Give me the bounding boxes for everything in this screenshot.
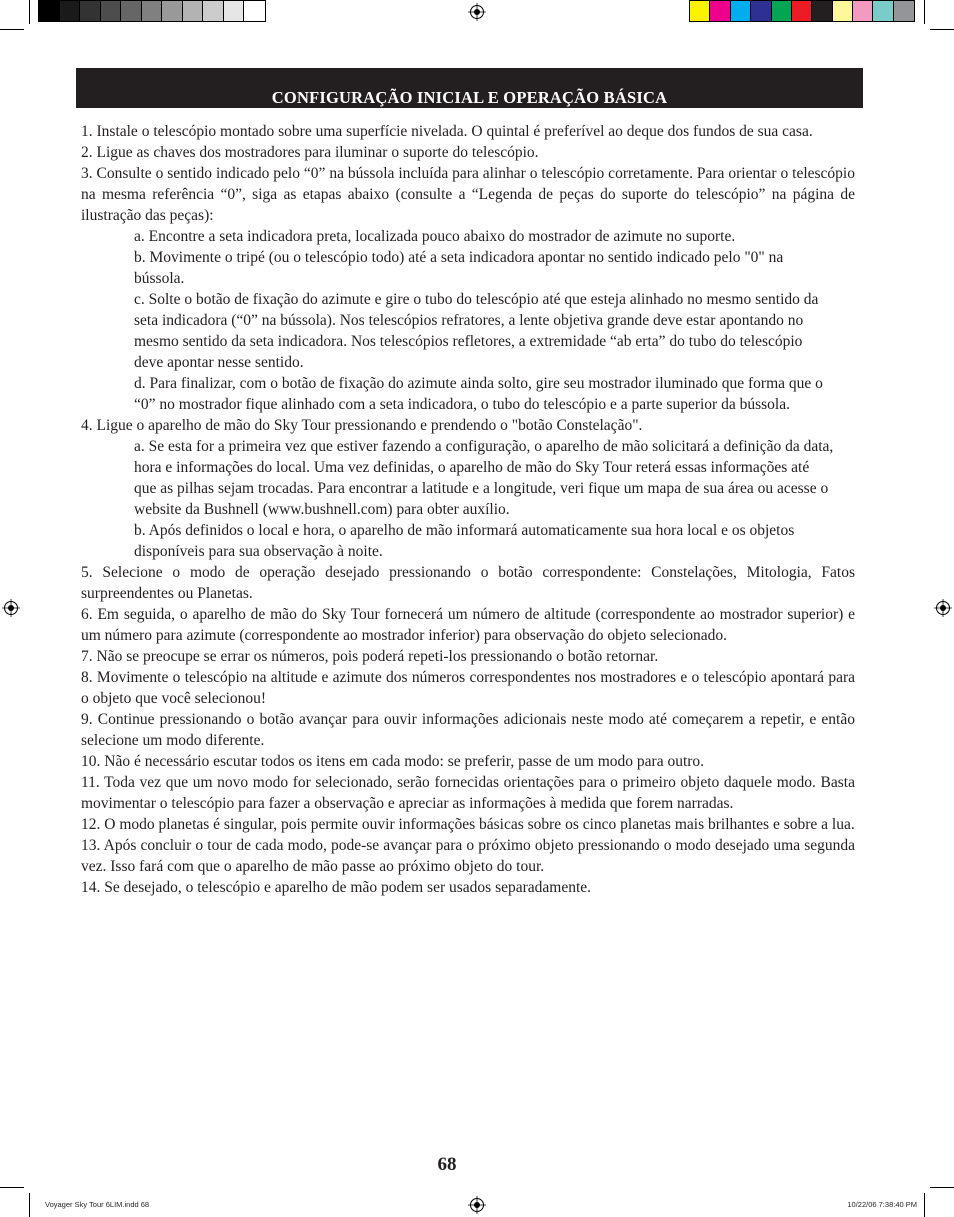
instruction-list (81, 121, 855, 898)
sub-step-item: a. Encontre a seta indicadora preta, localizada pouco abaixo do mostrador de azimute no suporte. (134, 228, 736, 245)
color-swatch (162, 1, 183, 21)
crop-mark (930, 1187, 954, 1188)
color-swatch (853, 1, 873, 21)
color-swatch (873, 1, 893, 21)
color-swatch (244, 1, 265, 21)
step-item: 1. Instale o telescópio montado sobre uma superfície nivelada. O quintal é preferível ao deque dos fundos de sua casa. (81, 123, 813, 140)
step-item: 8. Movimente o telescópio na altitude e azimute dos números correspondentes nos mostradores e o telescópio apontará para o objeto que você selecionou! (81, 669, 855, 707)
crop-mark (924, 0, 925, 24)
registration-mark-icon (468, 3, 486, 21)
color-bar (689, 0, 915, 22)
grayscale-bar (38, 0, 266, 22)
step-item: 14. Se desejado, o telescópio e aparelho de mão podem ser usados separadamente. (81, 879, 592, 896)
color-swatch (894, 1, 914, 21)
crop-mark (924, 1193, 925, 1217)
step-item: 9. Continue pressionando o botão avançar para ouvir informações adicionais neste modo até começarem a repetir, e então selecione um modo diferente. (81, 711, 855, 749)
color-swatch (101, 1, 122, 21)
crop-mark (930, 29, 954, 30)
color-swatch (142, 1, 163, 21)
color-swatch (792, 1, 812, 21)
section-title: CONFIGURAÇÃO INICIAL E OPERAÇÃO BÁSICA (271, 88, 668, 107)
color-swatch (751, 1, 771, 21)
registration-mark-icon (934, 599, 952, 617)
sub-step-item: b. Movimente o tripé (ou o telescópio todo) até a seta indicadora apontar no sentido indicado pelo "0" na bússola. (134, 249, 784, 287)
crop-mark (29, 0, 30, 24)
color-swatch (812, 1, 832, 21)
color-swatch (833, 1, 853, 21)
color-swatch (772, 1, 792, 21)
step-item: 13. Após concluir o tour de cada modo, pode-se avançar para o próximo objeto pressionando o modo desejado uma segunda vez. Isso fará com que o aparelho de mão passe ao próximo objeto do tour. (81, 837, 855, 875)
color-swatch (690, 1, 710, 21)
crop-mark (0, 1187, 24, 1188)
step-item: 12. O modo planetas é singular, pois permite ouvir informações básicas sobre os cinco planetas mais brilhantes e sobre a lua. (81, 816, 855, 833)
step-item: 4. Ligue o aparelho de mão do Sky Tour pressionando e prendendo o "botão Constelação". (81, 417, 643, 434)
registration-mark-icon (2, 599, 20, 617)
step-item: 7. Não se preocupe se errar os números, pois poderá repeti-los pressionando o botão retornar. (81, 648, 659, 665)
color-swatch (183, 1, 204, 21)
file-slug: Voyager Sky Tour 6LIM.indd 68 (45, 1200, 150, 1209)
color-swatch (203, 1, 224, 21)
page-number: 68 (437, 1154, 457, 1175)
step-item: 11. Toda vez que um novo modo for selecionado, serão fornecidas orientações para o primeiro objeto daquele modo. Basta movimentar o telescópio para fazer a observação e apreciar as informações à medida que forem narradas. (81, 774, 855, 812)
sub-step-item: a. Se esta for a primeira vez que estiver fazendo a configuração, o aparelho de mão solicitará a definição da data, hora e informações do local. Uma vez definidas, o aparelho de mão do Sky Tour reterá essas informações até que as pilhas sejam trocadas. Para encontrar a latitude e a longitude, veri fique um mapa de sua área ou acesse o website da Bushnell (www.bushnell.com) para obter auxílio. (134, 438, 834, 518)
step-item: 10. Não é necessário escutar todos os itens em cada modo: se preferir, passe de um modo para outro. (81, 753, 705, 770)
color-swatch (731, 1, 751, 21)
step-item: 6. Em seguida, o aparelho de mão do Sky Tour fornecerá um número de altitude (correspondente ao mostrador superior) e um número para azimute (correspondente ao mostrador inferior) para observação do objeto selecionado. (81, 606, 855, 644)
step-item: 5. Selecione o modo de operação desejado pressionando o botão correspondente: Constelações, Mitologia, Fatos surpreendentes ou Planetas. (81, 564, 855, 602)
crop-mark (29, 1193, 30, 1217)
color-swatch (121, 1, 142, 21)
print-timestamp: 10/22/06 7:38:40 PM (847, 1200, 917, 1209)
color-swatch (60, 1, 81, 21)
color-swatch (224, 1, 245, 21)
step-item: 3. Consulte o sentido indicado pelo “0” na bússola incluída para alinhar o telescópio corretamente. Para orientar o telescópio na mesma referência “0”, siga as etapas abaixo (consulte a “Legenda de peças do suporte do telescópio” na página de ilustração das peças): (81, 165, 855, 224)
crop-mark (0, 29, 24, 30)
sub-step-item: b. Após definidos o local e hora, o aparelho de mão informará automaticamente sua hora local e os objetos disponíveis para sua observação à noite. (134, 522, 795, 560)
color-swatch (710, 1, 730, 21)
color-swatch (39, 1, 60, 21)
sub-step-item: d. Para finalizar, com o botão de fixação do azimute ainda solto, gire seu mostrador iluminado que forma que o “0” no mostrador fique alinhado com a seta indicadora, o tubo do telescópio e a parte superior da bússola. (134, 375, 823, 413)
registration-mark-icon (468, 1196, 486, 1214)
sub-step-item: c. Solte o botão de fixação do azimute e gire o tubo do telescópio até que esteja alinhado no mesmo sentido da seta indicadora (“0” na bússola). Nos telescópios refratores, a lente objetiva grande deve estar apontando no mesmo sentido da seta indicadora. Nos telescópios refletores, a extremidade “ab erta” do tubo do telescópio deve apontar nesse sentido. (134, 291, 819, 371)
color-swatch (80, 1, 101, 21)
step-item: 2. Ligue as chaves dos mostradores para iluminar o suporte do telescópio. (81, 144, 539, 161)
